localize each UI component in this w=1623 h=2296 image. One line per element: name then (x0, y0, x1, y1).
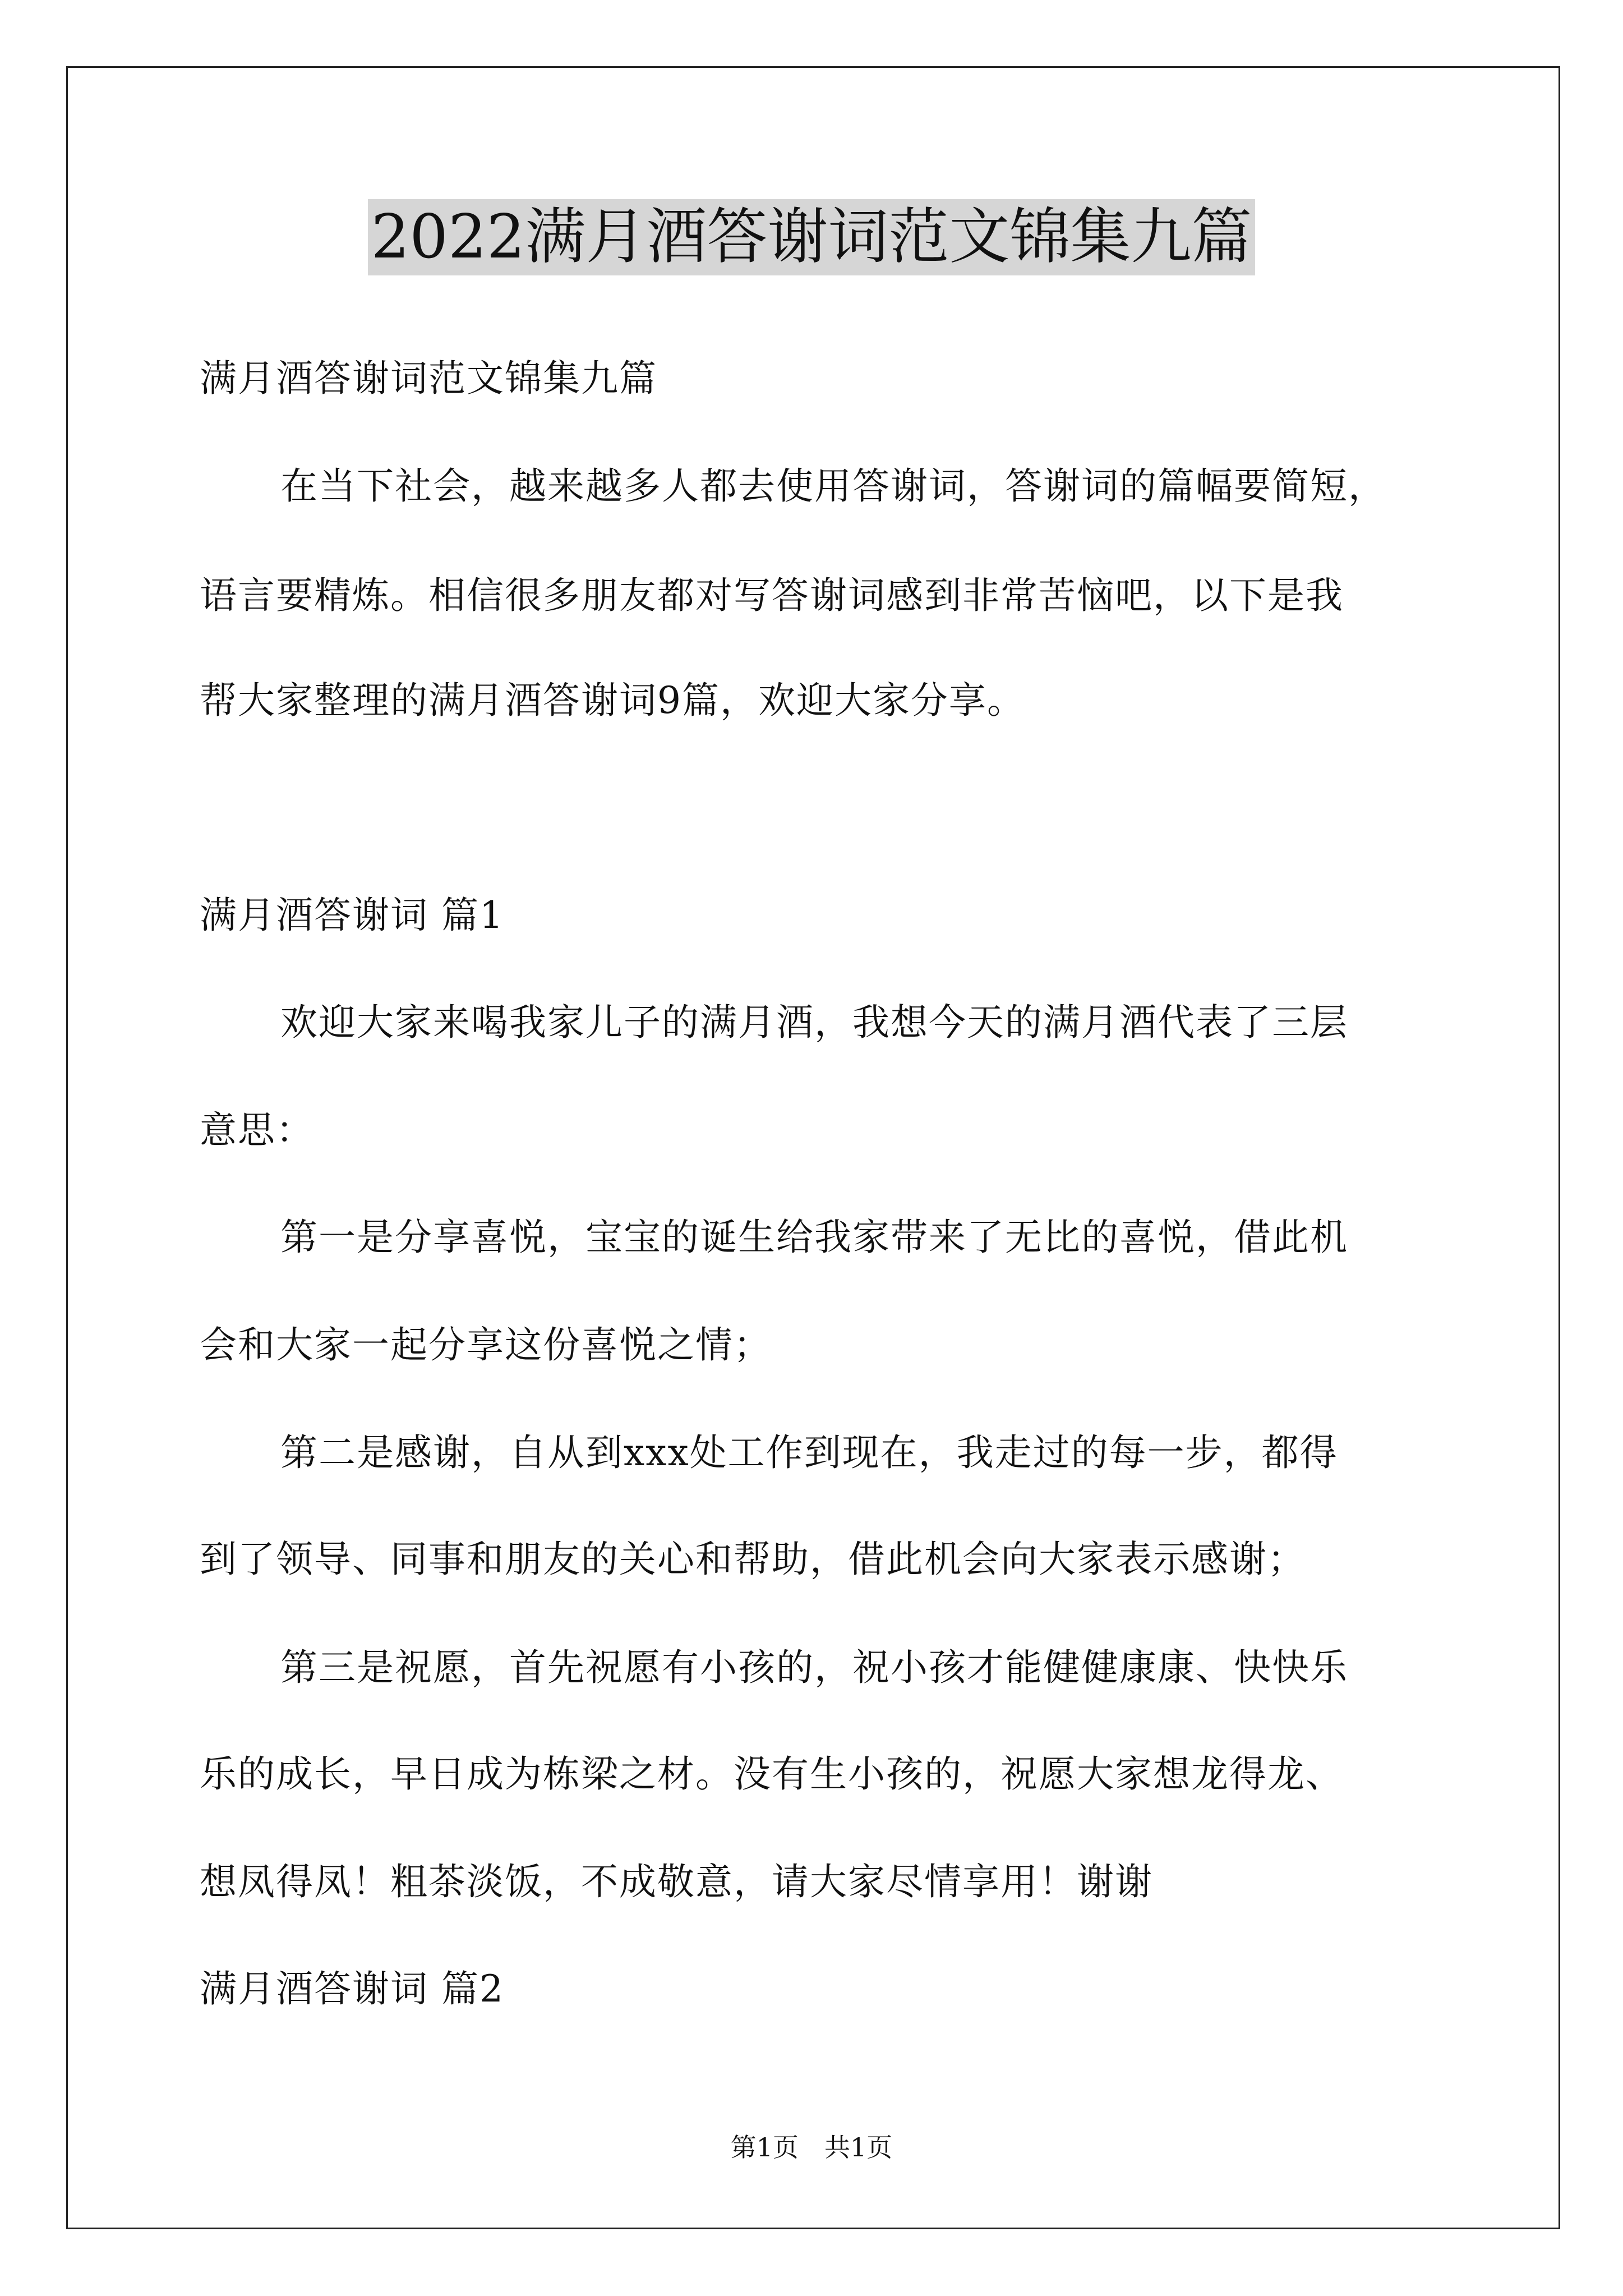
intro-line-1: 在当下社会，越来越多人都去使用答谢词，答谢词的篇幅要简短， (280, 464, 1386, 508)
section-1-line: 第三是祝愿，首先祝愿有小孩的，祝小孩才能健健康康、快快乐 (280, 1646, 1348, 1689)
section-1-heading: 满月酒答谢词 篇1 (200, 894, 504, 937)
section-1-line: 想凤得凤！粗茶淡饭，不成敬意，请大家尽情享用！谢谢 (200, 1860, 1153, 1903)
page-number-footer: 第1页 共1页 (730, 2132, 893, 2162)
intro-line-2: 语言要精炼。相信很多朋友都对写答谢词感到非常苦恼吧，以下是我 (200, 574, 1344, 617)
section-2-heading: 满月酒答谢词 篇2 (200, 1967, 504, 2010)
section-1-line: 到了领导、同事和朋友的关心和帮助，借此机会向大家表示感谢； (200, 1538, 1306, 1581)
document-title-block (0, 199, 1623, 275)
document-subtitle: 满月酒答谢词范文锦集九篇 (200, 357, 657, 400)
section-1-line: 第一是分享喜悦，宝宝的诞生给我家带来了无比的喜悦，借此机 (280, 1216, 1348, 1259)
section-1-line: 乐的成长，早日成为栋梁之材。没有生小孩的，祝愿大家想龙得龙、 (200, 1752, 1344, 1796)
section-1-line: 会和大家一起分享这份喜悦之情； (200, 1323, 772, 1366)
document-title: 2022满月酒答谢词范文锦集九篇 (368, 199, 1256, 275)
section-1-line: 意思： (200, 1108, 314, 1152)
intro-line-3: 帮大家整理的满月酒答谢词9篇，欢迎大家分享。 (200, 679, 1025, 722)
section-1-line: 第二是感谢，自从到xxx处工作到现在，我走过的每一步，都得 (280, 1431, 1338, 1474)
section-1-line: 欢迎大家来喝我家儿子的满月酒，我想今天的满月酒代表了三层 (280, 1001, 1348, 1044)
